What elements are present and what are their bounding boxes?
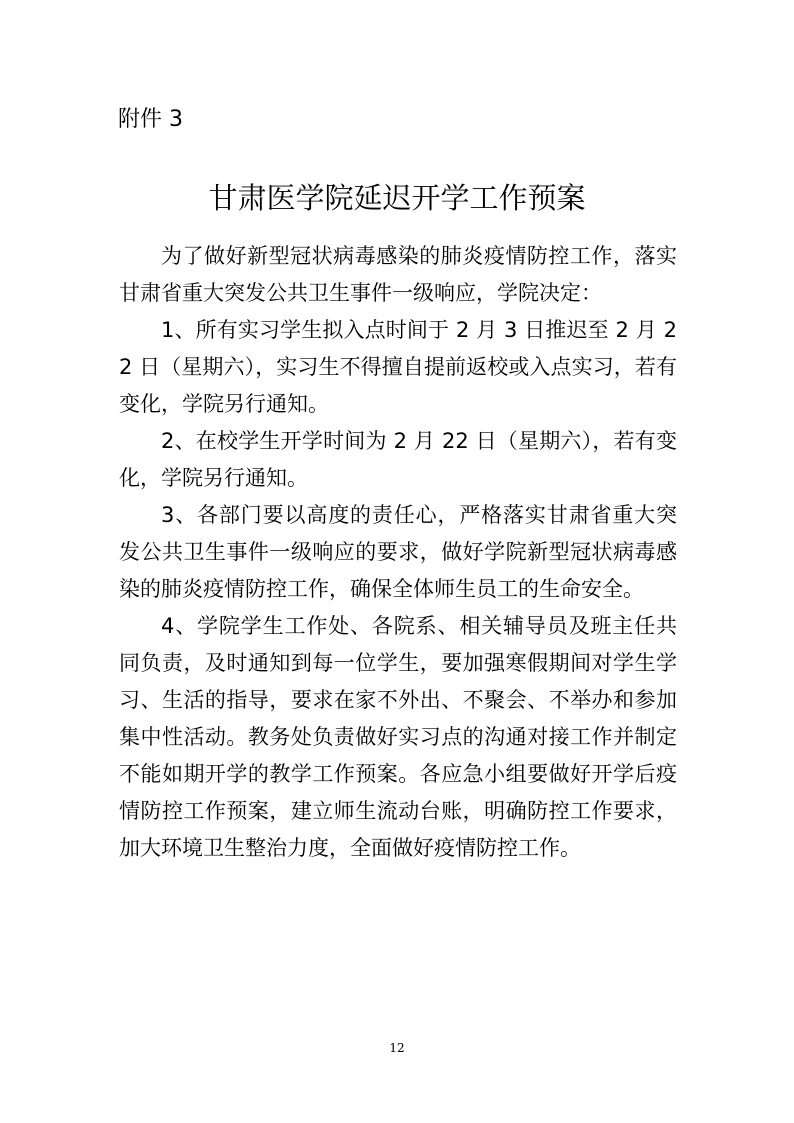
paragraph-item-4: 4、学院学生工作处、各院系、相关辅导员及班主任共同负责，及时通知到每一位学生，要加强寒假期间对学生学习、生活的指导，要求在家不外出、不聚会、不举办和参加集中性活动。教务处负责做好实习点的沟通对接工作并制定不能如期开学的教学工作预案。各应急小组要做好开学后疫情防控工作预案，建立师生流动台账，明确防控工作要求，加大环境卫生整治力度，全面做好疫情防控工作。	[119, 614, 677, 860]
page-number: 12	[389, 1041, 405, 1055]
paragraph-intro: 为了做好新型冠状病毒感染的肺炎疫情防控工作，落实甘肃省重大突发公共卫生事件一级响应，学院决定：	[119, 244, 677, 305]
paragraph-item-3: 3、各部门要以高度的责任心，严格落实甘肃省重大突发公共卫生事件一级响应的要求，做好学院新型冠状病毒感染的肺炎疫情防控工作，确保全体师生员工的生命安全。	[119, 503, 677, 601]
paragraph-item-1: 1、所有实习学生拟入点时间于 2 月 3 日推迟至 2 月 22 日（星期六），实习生不得擅自提前返校或入点实习，若有变化，学院另行通知。	[119, 318, 677, 416]
document-body	[119, 238, 677, 867]
document-title: 甘肃医学院延迟开学工作预案	[208, 181, 586, 215]
attachment-label: 附件 3	[118, 107, 183, 132]
paragraph-item-2: 2、在校学生开学时间为 2 月 22 日（星期六），若有变化，学院另行通知。	[119, 429, 677, 490]
